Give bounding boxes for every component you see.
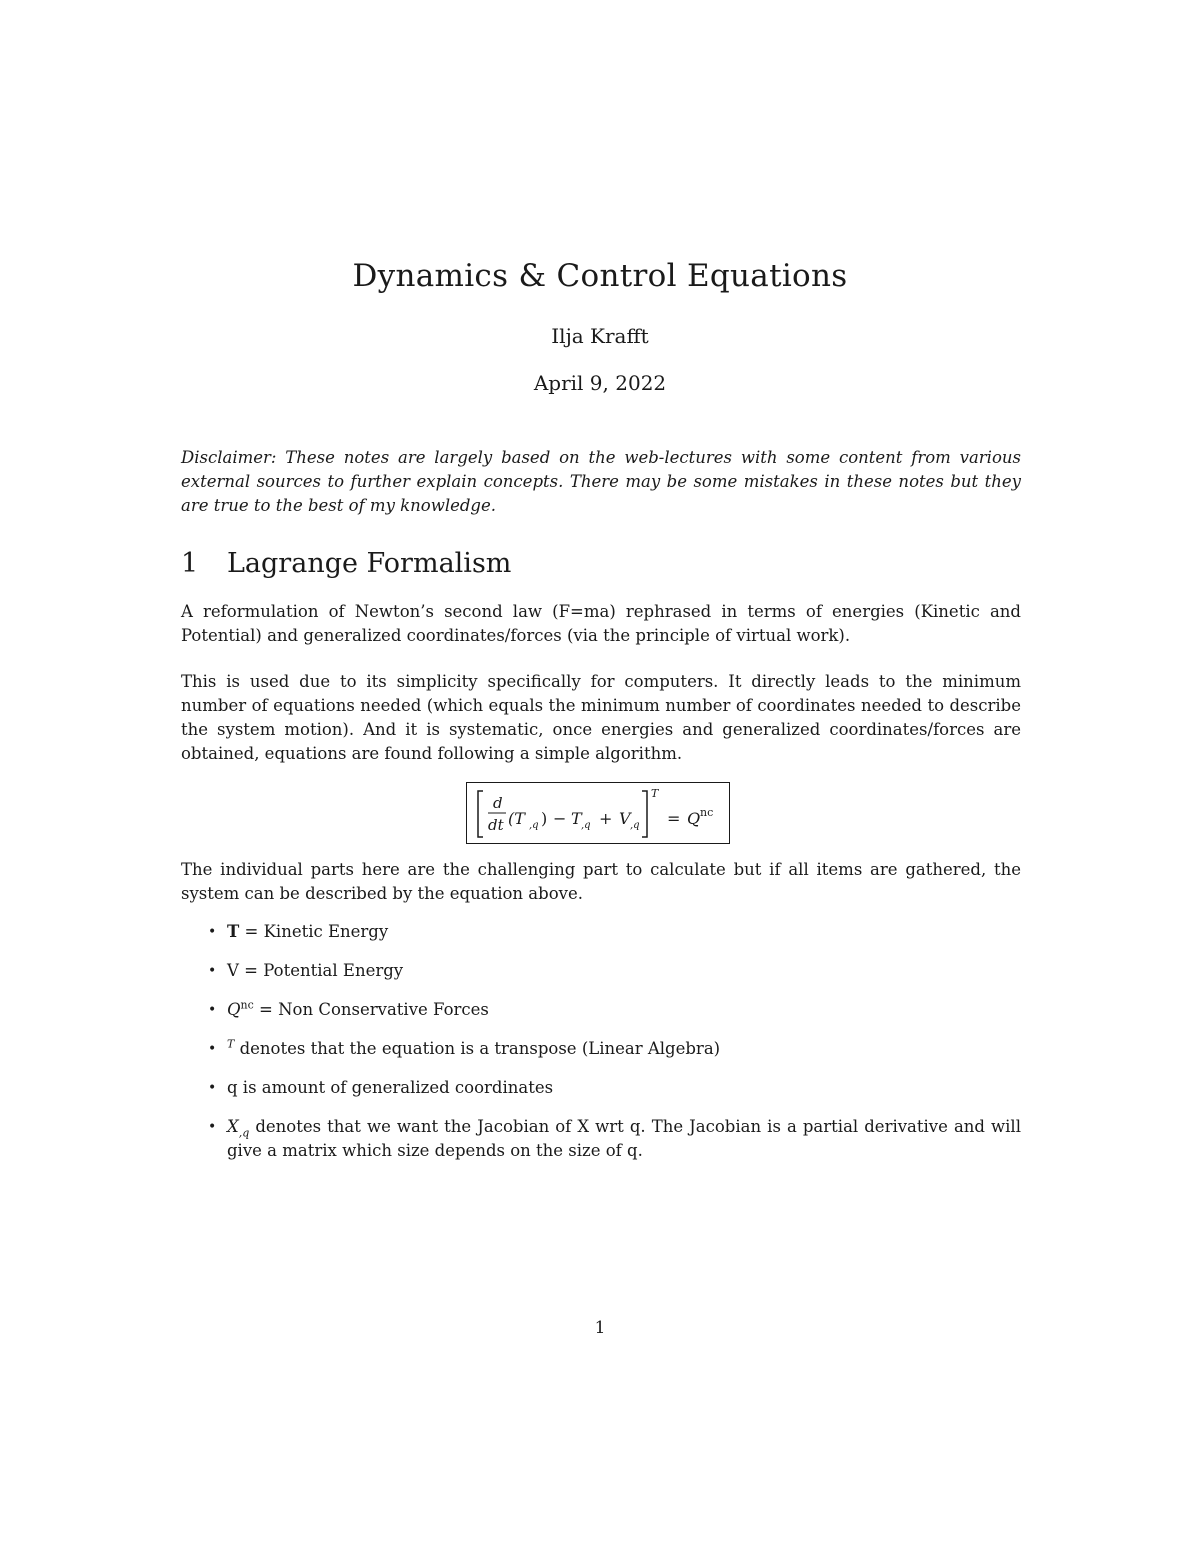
list-item bbox=[181, 1037, 1021, 1061]
bullet-icon: • bbox=[208, 1002, 217, 1018]
eq-term-T-open: (T bbox=[508, 809, 525, 828]
bullet-text: denotes that we want the Jacobian of X wrt q. The Jacobian is a partial derivative and will give a matrix which size depends on the size of q. bbox=[227, 1117, 1021, 1160]
left-bracket bbox=[478, 791, 483, 837]
page-number: 1 bbox=[594, 1318, 606, 1338]
paragraph-reformulation: A reformulation of Newton’s second law (F=ma) rephrased in terms of energies (Kinetic and Potential) and generalized coordinates/forces (via the principle of virtual work). bbox=[181, 602, 1021, 645]
section-heading bbox=[181, 548, 511, 579]
lagrange-equation bbox=[467, 783, 731, 845]
bullet-icon: • bbox=[208, 924, 217, 940]
right-bracket bbox=[642, 791, 647, 837]
bullet-symbol-sup: T bbox=[227, 1037, 235, 1051]
list-item bbox=[181, 998, 1021, 1022]
fraction-denominator: dt bbox=[488, 816, 504, 834]
eq-minus: − bbox=[553, 809, 567, 828]
eq-equals: = bbox=[667, 809, 681, 828]
list-item bbox=[181, 1076, 1021, 1100]
lagrange-equation-box bbox=[466, 782, 730, 844]
bullet-text: = Potential Energy bbox=[238, 961, 404, 980]
bullet-symbol-sub: ,q bbox=[238, 1126, 250, 1140]
eq-term-V: V bbox=[619, 809, 631, 828]
bullet-icon: • bbox=[208, 1080, 217, 1096]
list-item bbox=[181, 920, 1021, 944]
section-title: Lagrange Formalism bbox=[227, 548, 512, 579]
bullet-symbol-sup: nc bbox=[240, 998, 254, 1012]
bullet-text: q is amount of generalized coordinates bbox=[227, 1078, 554, 1097]
bullet-icon: • bbox=[208, 1119, 217, 1135]
bullet-symbol: V bbox=[227, 961, 239, 980]
eq-term-V-sub: ,q bbox=[630, 820, 640, 831]
document-date: April 9, 2022 bbox=[533, 371, 667, 395]
bullet-symbol: T bbox=[227, 922, 240, 941]
definition-list bbox=[181, 920, 1021, 1178]
eq-plus: + bbox=[599, 809, 613, 828]
eq-transpose: T bbox=[651, 787, 659, 800]
bullet-symbol: Q bbox=[227, 1000, 241, 1019]
eq-Q: Q bbox=[687, 809, 701, 828]
eq-Q-sup: nc bbox=[700, 806, 714, 819]
bullet-text: denotes that the equation is a transpose (Linear Algebra) bbox=[234, 1039, 721, 1058]
eq-term-T-sub: ,q bbox=[529, 820, 539, 831]
bullet-symbol: X bbox=[227, 1117, 239, 1136]
document-title: Dynamics & Control Equations bbox=[352, 258, 848, 294]
bullet-text: = Non Conservative Forces bbox=[253, 1000, 489, 1019]
eq-term-T2: T bbox=[571, 809, 582, 828]
document-author: Ilja Krafft bbox=[551, 324, 649, 348]
list-item bbox=[181, 959, 1021, 983]
eq-term-T2-sub: ,q bbox=[581, 820, 591, 831]
paragraph-individual-parts: The individual parts here are the challenging part to calculate but if all items are gathered, the system can be described by the equation above. bbox=[181, 860, 1021, 903]
paragraph-simplicity: This is used due to its simplicity specifically for computers. It directly leads to the minimum number of equations needed (which equals the minimum number of coordinates needed to describe the system motion). And it is systematic, once energies and generalized coordinates/forces are obtained, equations are found following a simple algorithm. bbox=[181, 672, 1021, 763]
bullet-text: = Kinetic Energy bbox=[239, 922, 389, 941]
eq-term-T-close: ) bbox=[541, 809, 548, 828]
list-item bbox=[181, 1115, 1021, 1163]
fraction-numerator: d bbox=[493, 794, 503, 812]
disclaimer-paragraph: Disclaimer: These notes are largely based on the web-lectures with some content from various external sources to further explain concepts. There may be some mistakes in these notes but they are true to the best of my knowledge. bbox=[181, 448, 1021, 515]
bullet-icon: • bbox=[208, 1041, 217, 1057]
bullet-icon: • bbox=[208, 963, 217, 979]
section-number: 1 bbox=[181, 548, 199, 579]
